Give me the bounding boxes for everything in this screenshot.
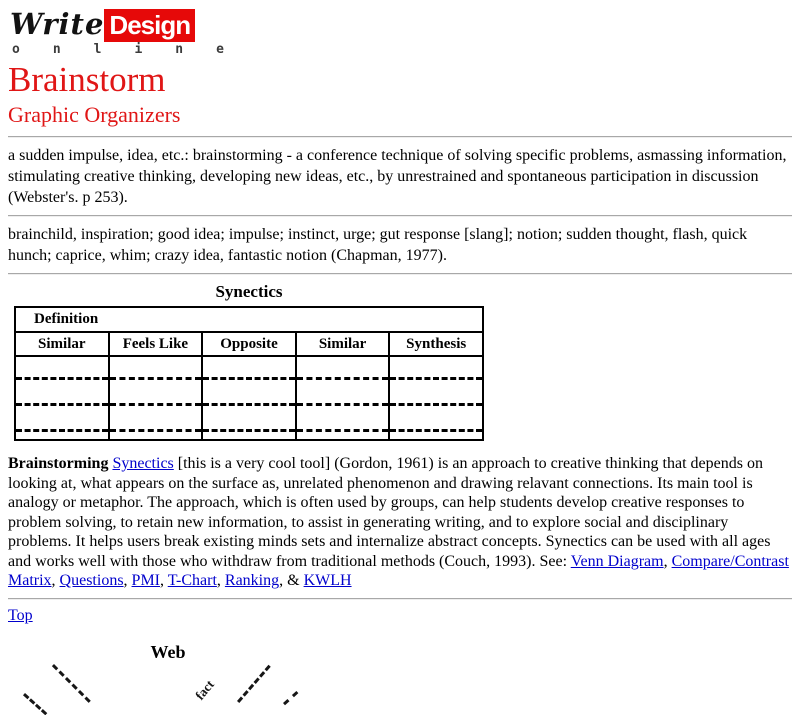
ranking-link[interactable]: Ranking [224,572,280,589]
writedesign-logo [8,7,257,57]
dotted-writing-line [203,406,295,432]
dotted-writing-line [203,361,295,380]
top-link-row [8,607,792,625]
divider [8,273,792,275]
column-header-similar-1: Similar [15,332,109,356]
link-separator: , [663,552,672,570]
dotted-writing-line [16,406,108,432]
column-header-feels-like: Feels Like [109,332,203,356]
description-body: [this is a very cool tool] (Gordon, 1961) is an approach to creative thinking that depends on looking at, what appears on the surface as, unrelated phenomenon and drawing relavant connections. Its main tool is analogy or metaphor. The approach, which is often used by groups, can help students develop creative responses to problem solving, to retain new information, to assist in generating writing, and to explore social and disciplinary problems. It helps users break existing minds sets and internalize abstract concepts. Synectics can be used with all ages and works well with those who withdraw from traditional methods (Couch, 1993). See: [8,455,771,570]
chapman-definition: brainchild, inspiration; good idea; impulse; instinct, urge; gut response [slang]; notion; sudden thought, flash, quick hunch; caprice, whim; crazy idea, fantastic notion (Chapman, 1977). [8,226,748,264]
synectics-table [14,306,484,441]
table-body-cell [109,356,203,440]
dotted-writing-line [390,406,482,432]
link-separator: , [160,572,168,589]
t-chart-link[interactable]: T-Chart [167,572,217,589]
logo-online-text: online [12,42,257,57]
dotted-writing-line [297,380,389,406]
web-spoke [23,693,47,715]
dotted-writing-line [203,380,295,406]
dotted-writing-line [390,361,482,380]
table-body-cell [389,356,483,440]
web-spoke [283,690,298,704]
web-title: Web [150,641,186,662]
web-spoke [237,664,271,702]
table-body-cell [15,356,109,440]
logo-write-text: Write [10,7,105,41]
link-separator: , [279,572,288,589]
venn-diagram-link[interactable]: Venn Diagram [570,552,664,570]
web-spoke-label-fact: fact [192,676,217,703]
description-lead: Brainstorming [8,455,113,472]
dotted-writing-line [110,380,202,406]
web-spoke [52,664,91,703]
dotted-writing-line [297,361,389,380]
definition-header-cell: Definition [15,307,483,332]
logo-design-text: Design [104,9,195,42]
writedesign-logo-top [8,8,244,42]
column-header-synthesis: Synthesis [389,332,483,356]
dotted-writing-line [110,361,202,380]
ampersand-text: & [287,572,304,589]
synectics-organizer [14,282,484,441]
link-separator: , [216,572,225,589]
link-separator: , [51,572,60,589]
compare-contrast-matrix-link[interactable]: Compare/Contrast Matrix [8,552,789,589]
table-body-cell [296,356,390,440]
web-organizer [8,641,328,705]
page-title: Brainstorm [8,60,166,99]
divider [8,215,792,217]
dotted-writing-line [110,406,202,432]
table-body-cell [202,356,296,440]
dotted-writing-line [390,380,482,406]
dotted-writing-line [16,361,108,380]
dotted-writing-line [297,406,389,432]
dotted-writing-line [16,380,108,406]
kwlh-link[interactable]: KWLH [303,572,352,589]
questions-link[interactable]: Questions [59,572,124,589]
link-separator: , [123,572,132,589]
column-header-similar-2: Similar [296,332,390,356]
page-subtitle: Graphic Organizers [8,102,181,127]
top-link[interactable]: Top [8,606,33,624]
divider [8,136,792,138]
synectics-link[interactable]: Synectics [112,455,174,472]
synectics-description [8,454,792,591]
synectics-title: Synectics [215,282,283,301]
column-header-opposite: Opposite [202,332,296,356]
pmi-link[interactable]: PMI [131,572,160,589]
web-diagram [8,663,328,705]
webster-definition: a sudden impulse, idea, etc.: brainstorming - a conference technique of solving specific problems, asmassing information, stimulating creative thinking, developing new ideas, etc., by unrestrained and spontaneous participation in discussion (Webster's. p 253). [8,147,787,206]
